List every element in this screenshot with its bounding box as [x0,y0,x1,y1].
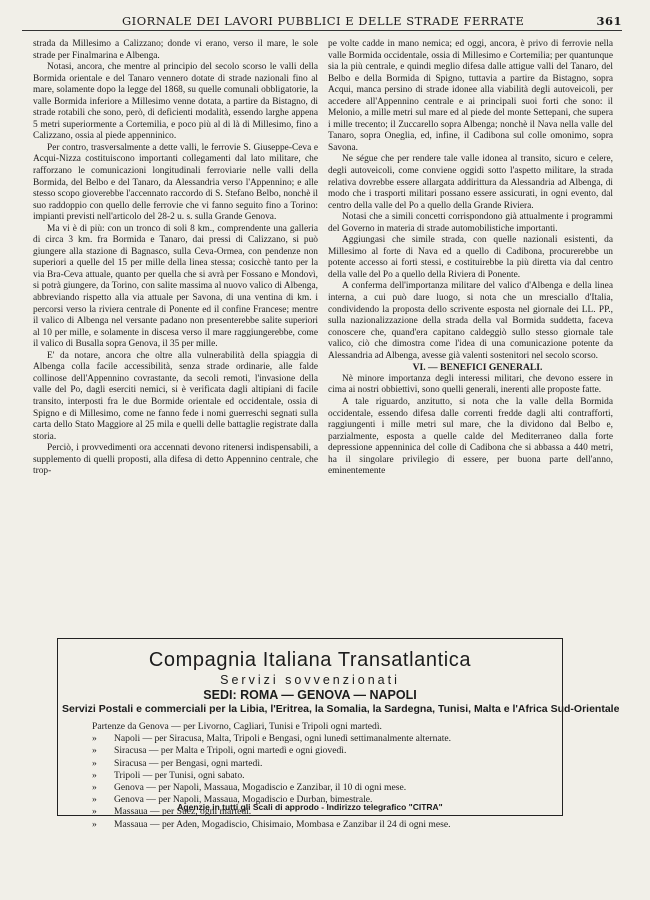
route-text: Genova — per Napoli, Massaua, Mogadiscio e Zanzibar, il 10 di ogni mese. [114,782,407,794]
route-line [92,770,552,782]
route-line [92,758,552,770]
left-column [33,39,318,478]
company-name: Compagnia Italiana Transatlantica [148,649,472,671]
paragraph: strada da Millesimo a Calizzano; donde vi erano, verso il mare, le sole strade per Finalmarina e Albenga. [33,39,318,61]
page-number: 361 [596,14,622,28]
ditto-mark: » [92,782,97,794]
route-text: Genova — per Napoli, Massaua, Mogadiscio e Durban, bimestrale. [114,794,373,806]
route-text: Siracusa — per Malta e Tripoli, ogni martedì e ogni giovedì. [114,745,347,757]
page-header [22,10,622,31]
paragraph: Ne ségue che per rendere tale valle idonea al transito, sicuro e celere, degli autoveicoli, come conviene oggidì sotto l'aspetto militare, la strada relativa dovrebbe essere allargata addirittura da Alessandria ad Albenga, di modo che i trasporti militari possano essere assicurati, in ogni evento, dal centro della valle del Po a quello della Grande Riviera. [328,154,613,211]
section-heading: VI. — BENEFICI GENERALI. [412,362,543,374]
route-text: Siracusa — per Bengasi, ogni martedì. [114,757,263,769]
paragraph: pe volte cadde in mano nemica; ed oggi, ancora, è privo di ferrovie nella valle Bormida occidentale, ossia di Millesimo e Cortemilia; per quantunque sia la più centrale, e quindi meglio difesa dalle attigue valli del Tanaro, del Belbo e della Bormida di Spigno, tuttavia a partire da Bistagno, sopra Acqui, manca persino di strade idonee alla viabilità degli autoveicoli, per accedere all'Appennino centrale e ai principali suoi forti che sono: il Melonio, a mille metri sul mare ed al piede del monte Settepani, che supera i mille trecento; il Zuccarello sopra Albenga; nonchè il Nava nella valle del Tanaro, sopra Oneglia, ed, infine, il Cadibona sul colle omonimo, sopra Savona. [328,39,613,153]
paragraph: A tale riguardo, anzitutto, si nota che la valle della Bormida occidentale, essendo difesa dalle correnti fredde dagli alti contrafforti, raggiungenti i mille metri sul mare, che la dividono dal Belbo e, parzialmente, esposta a quelle calde del Mediterraneo dalla forte depressione appenninica del colle di Cadibona che si abbassa a 440 metri, ha il singolare privilegio di essere, per buona parte dell'anno, eminentemente [328,396,613,477]
route-line [92,745,552,757]
route-line [92,782,552,794]
services-line: Servizi Postali e commerciali per la Libia, l'Eritrea, la Somalia, la Sardegna, Tunisi, Malta e l'Africa Sud-Orientale [62,703,620,715]
paragraph: Notasi che a simili concetti corrispondono già attualmente i programmi del Governo in materia di strade automobilistiche importanti. [328,212,613,234]
route-text: Massaua — per Aden, Mogadiscio, Chisimaio, Mombasa e Zanzibar il 24 di ogni mese. [114,818,451,830]
agencies-footer: Agenzie in tutti gli Scali di approdo - Indirizzo telegrafico "CITRA" [177,802,443,812]
route-line [92,721,552,733]
route-text: Tripoli — per Tunisi, ogni sabato. [114,769,245,781]
ditto-mark: » [92,769,97,781]
ditto-mark: » [92,745,97,757]
paragraph: Nè minore importanza degli interessi militari, che devono essere in cima ai nostri obbiettivi, sono quelli generali, inerenti alle proposte fatte. [328,373,613,396]
paragraph: Ma vi è di più: con un tronco di soli 8 km., comprendente una galleria di circa 3 km. fra Bormida e Tanaro, dai pressi di Calizzano, si può giungere alla stazione di Bagnasco, sulla Ceva-Ormea, con pendenze non superiori a quelle del 15 per mille della linea stessa; cosicchè tanto per la via Bra-Ceva attuale, quanto per quella che si avrà per Fossano e Mondovì, si potrà giungere, da Torino, con salite massima al nuovo valico di Albenga, abbreviando rispetto alla via attuale per Savona, di una ventina di km. i percorsi verso la riviera centrale di Ponente ed il confine Francese; mentre il valico di Albenga nel versante padano non presenterebbe salite superiori al 10 per mille, e solamente in discesa verso il mare raggiungerebbe, come il valico di Busalla sopra Genova, il 35 per mille. [33,223,318,350]
ditto-mark: » [92,794,97,806]
route-text: Massaua — per Suez, ogni martedì. [114,806,252,818]
paragraph: Per contro, trasversalmente a dette valli, le ferrovie S. Giuseppe-Ceva e Acqui-Nizza costituiscono importanti collegamenti dal lato militare, che rafforzano le comunicazioni longitudinali ferroviarie nelle valli della Bormida, del Belbo e del Tanaro, da Alessandria verso l'Appennino; e alle stesso scopo gioverebbe l'accennato raccordo di S. Stefano Belbo, nonchè il suo raddoppio con quello delle ferrovie che vi fanno seguito fino a Torino: impianti previsti nell'articolo del 28-2 u. s. sulla Grande Genova. [33,142,318,223]
paragraph: Aggiungasi che simile strada, con quelle nazionali esistenti, da Millesimo al forte di Nava ed a quello di Cadibona, procurerebbe un potente accesso ai forti stessi, e costituirebbe la più diretta via dal centro della valle del Po a quello della Riviera di Ponente. [328,235,613,280]
paragraph: A conferma dell'importanza militare del valico d'Albenga e della linea interna, a cui può dare luogo, si nota che un mresciallo d'Italia, condividendo la proposta dello scrivente esposta nel giornale dei LL. PP., sulla nazionalizzazione della strada della val Bormida suddetta, faceva conoscere che, quand'era capitano caldeggiò sullo stesso giornale tale valico, ciò che dimostra come l'idea di una comunicazione potente da Alessandria ad Albenga, avesse già valenti sostenitori nel secolo scorso. [328,281,613,361]
ditto-mark: » [92,757,97,769]
right-column [328,39,613,478]
seats-line: SEDI: ROMA — GENOVA — NAPOLI [203,688,417,702]
routes-list [92,721,552,831]
paragraph: Notasi, ancora, che mentre al principio del secolo scorso le valli della Bormida orientale e del Tanaro vennero dotate di strade nazionali fino al mare, solamente dopo la legge del 1868, su quelle comunali obbligatorie, la valle Bormida inferiore a Millesimo venne dotata, a partire da Bistagno, di strade rotabili che sono, però, di deficienti modalità, essendo larghe appena 5 metri superiormente a Cortemilia, e poco più al di là di Millesimo, fino a Calizzano, ossia al piede appenninico. [33,62,318,142]
ditto-mark: » [92,806,97,818]
route-line [92,819,552,831]
paragraph: Perciò, i provvedimenti ora accennati devono ritenersi indispensabili, a supplemento di quelli proposti, alla difesa di detto Appennino centrale, che trop- [33,443,318,477]
subsidy-line: Servizi sovvenzionati [220,673,400,687]
route-text: Partenze da Genova — per Livorno, Cagliari, Tunisi e Tripoli ogni martedì. [92,721,382,732]
route-text: Napoli — per Siracusa, Malta, Tripoli e Bengasi, ogni lunedì settimanalmente alternate. [114,733,452,745]
journal-title: GIORNALE DEI LAVORI PUBBLICI E DELLE STRADE FERRATE [122,14,525,28]
advertisement-box [57,638,620,830]
route-line [92,733,552,745]
ditto-mark: » [92,818,97,830]
ditto-mark: » [92,733,97,745]
paragraph: E' da notare, ancora che oltre alla vulnerabilità della spiaggia di Albenga colla facile accessibilità, senza strade ordinarie, alle falde collinose dell'Appennino covrastante, da secoli remoti, l'invasione della valle del Po, dagli eserciti nemici, si è verificata dagli altipiani di facile transito, interposti fra le due Bormide orientale ed occidentale, ossia di Spigno e di Millesimo, come ne fanno fede i nomi guerreschi segnati sulla carta dello Stato Maggiore al 25 mila e quelli delle battaglie registrate dalla storia. [33,350,318,442]
